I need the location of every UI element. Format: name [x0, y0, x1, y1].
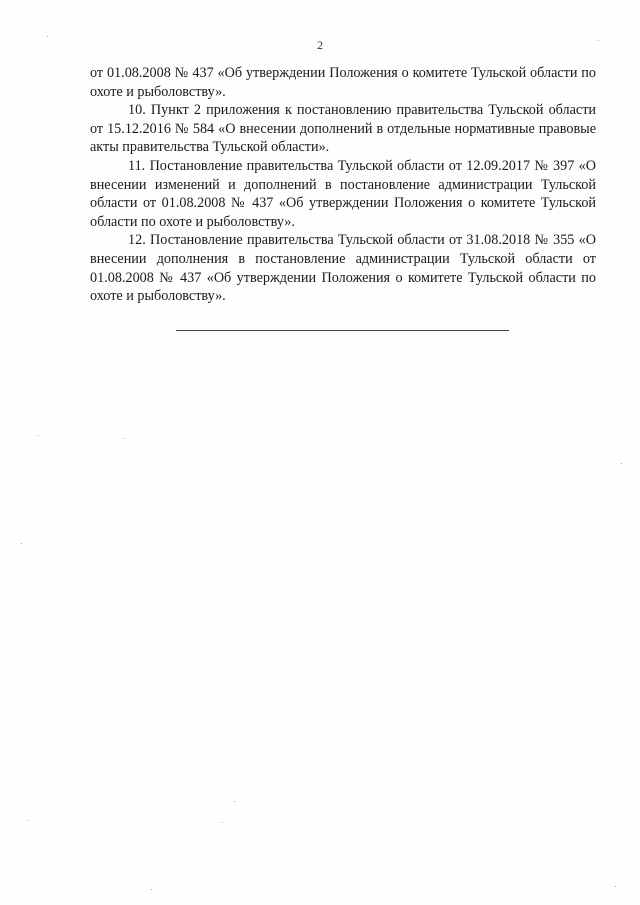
- paragraph-number: 12.: [128, 232, 146, 249]
- paragraph-continuation: [90, 64, 596, 101]
- paragraph-item-12: [90, 231, 596, 305]
- scan-speck: [38, 435, 39, 436]
- scan-speck: [234, 801, 235, 802]
- paragraph-text: Пункт 2 приложения к постановлению правительства Тульской области от 15.12.2016 № 584 «О внесении дополнений в отдельные нормативные правовые акты правительства Тульской области».: [90, 102, 597, 156]
- scan-speck: [28, 820, 29, 821]
- document-body: [90, 64, 596, 306]
- scan-speck: [621, 463, 622, 464]
- scan-speck: [151, 889, 152, 890]
- scan-speck: [598, 40, 599, 41]
- end-of-document-rule: [176, 330, 509, 331]
- scan-speck: [21, 543, 22, 544]
- paragraph-number: 11.: [128, 157, 146, 174]
- scan-speck: [615, 886, 616, 887]
- paragraph-number: 10.: [128, 102, 146, 119]
- scan-speck: [222, 822, 223, 823]
- page-number: 2: [317, 38, 323, 52]
- scan-speck: [47, 36, 48, 37]
- paragraph-item-11: [90, 157, 596, 231]
- paragraph-item-10: [90, 101, 596, 157]
- paragraph-text: Постановление правительства Тульской области от 12.09.2017 № 397 «О внесении изменений и дополнений в постановление администрации Тульской области от 01.08.2008 № 437 «Об утверждении Положения о комитете Тульской области по охоте и рыболовству».: [90, 157, 597, 230]
- paragraph-text: от 01.08.2008 № 437 «Об утверждении Положения о комитете Тульской области по охоте и рыболовству».: [90, 65, 596, 100]
- paragraph-text: Постановление правительства Тульской области от 31.08.2018 № 355 «О внесении дополнения в постановление администрации Тульской области от 01.08.2008 № 437 «Об утверждении Положения о комитете Тульской области по охоте и рыболовству».: [90, 232, 596, 305]
- scan-speck: [124, 438, 125, 439]
